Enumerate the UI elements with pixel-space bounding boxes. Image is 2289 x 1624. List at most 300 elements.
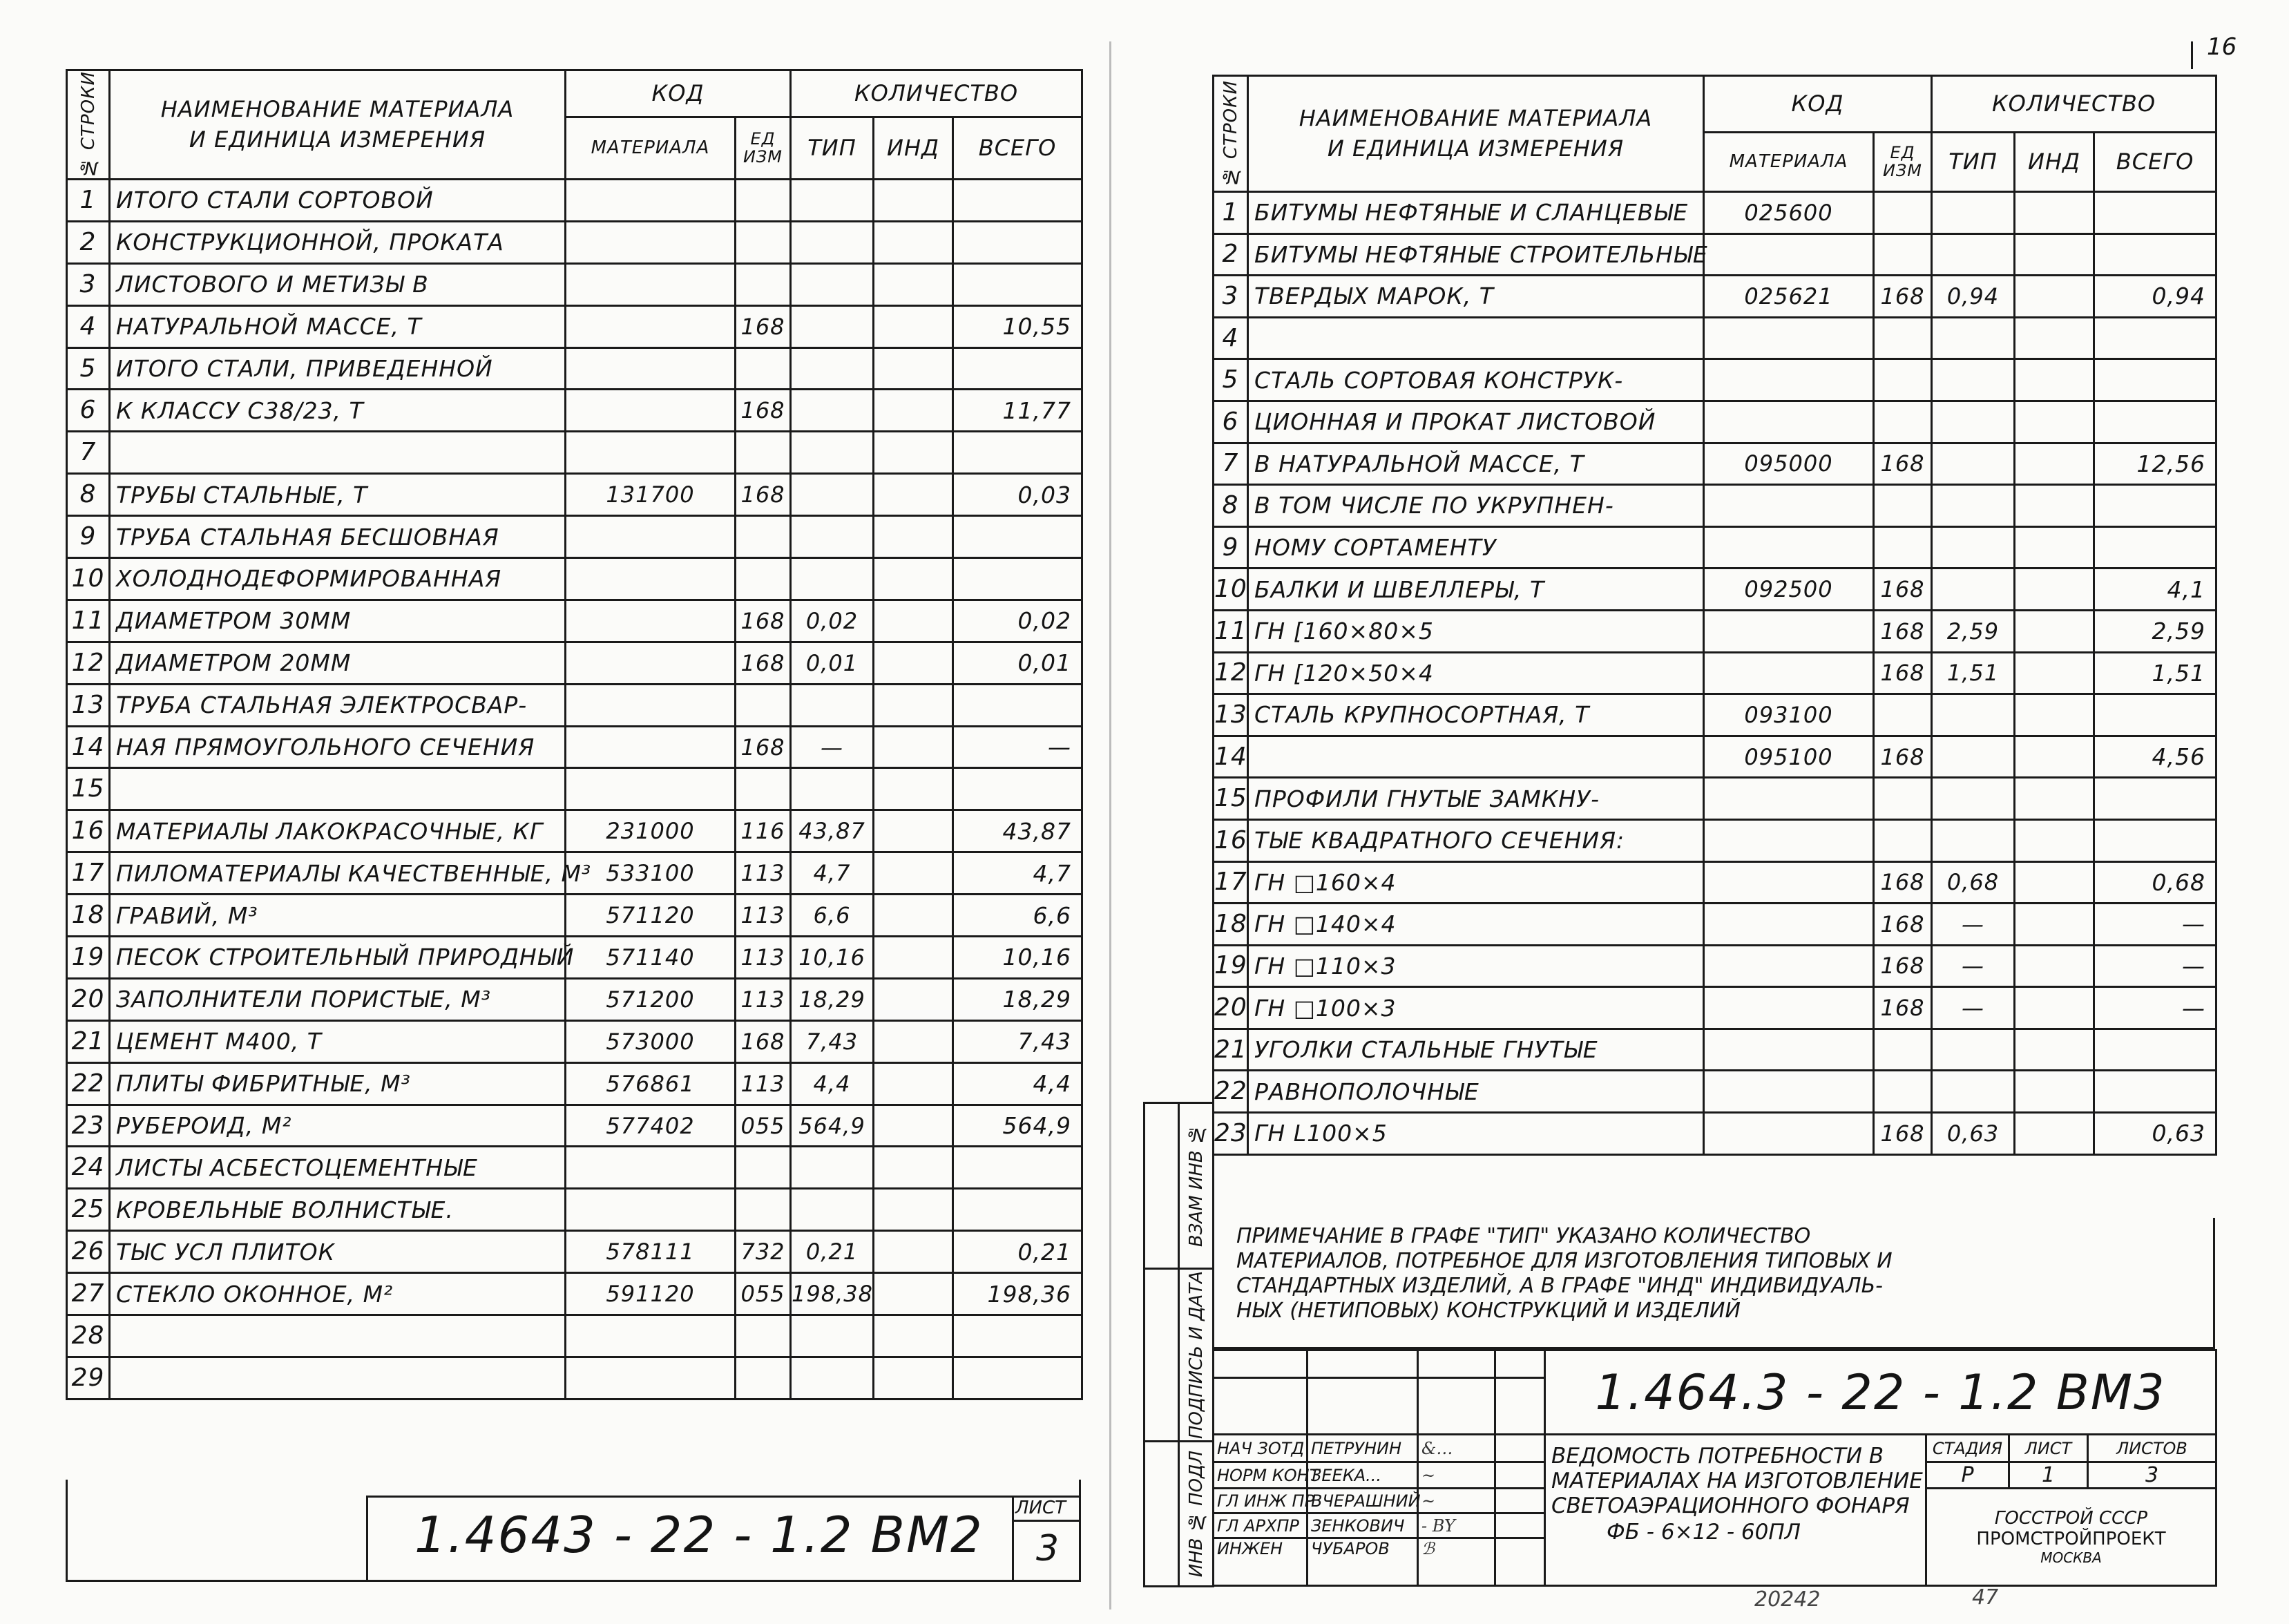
table-row (67, 347, 1082, 390)
ind-quantity (874, 1105, 953, 1147)
unit-code (736, 768, 791, 810)
material-name (110, 432, 566, 474)
page-corner-tick (2191, 41, 2193, 69)
table-row (67, 895, 1082, 937)
ind-quantity (874, 1189, 953, 1231)
unit-code (1874, 485, 1932, 527)
ind-quantity (874, 305, 953, 347)
tip-quantity (1932, 317, 2015, 359)
material-code: 571200 (566, 978, 736, 1020)
tip-quantity: — (791, 726, 874, 768)
ind-quantity (874, 1273, 953, 1315)
unit-code: 168 (1874, 443, 1932, 485)
material-name: ГН □160×4 (1248, 861, 1704, 904)
material-code (1704, 485, 1874, 527)
material-code (1704, 233, 1874, 276)
unit-code (736, 1357, 791, 1399)
total-quantity: 1,51 (2094, 652, 2216, 694)
material-name: ЛИСТЫ АСБЕСТОЦЕМЕНТНЫЕ (110, 1147, 566, 1189)
ind-quantity (2015, 317, 2094, 359)
row-number: 9 (1214, 526, 1248, 569)
material-name: ДИАМЕТРОМ 20ММ (110, 642, 566, 684)
unit-code: 732 (736, 1231, 791, 1273)
tip-header: ТИП (791, 117, 874, 180)
material-code: 093100 (1704, 694, 1874, 736)
unit-code: 168 (1874, 1113, 1932, 1155)
table-row (67, 516, 1082, 558)
tip-quantity: 18,29 (791, 978, 874, 1020)
signer-name: ВЧЕРАШНИЙ (1308, 1489, 1418, 1513)
table-row (67, 600, 1082, 642)
unit-code (736, 1147, 791, 1189)
total-quantity (953, 558, 1082, 600)
material-code: 577402 (566, 1105, 736, 1147)
table-row (1214, 610, 2216, 652)
signer-role: НАЧ ЗОТД (1214, 1435, 1308, 1462)
signature: &… (1418, 1435, 1495, 1462)
table-row (67, 768, 1082, 810)
row-number: 13 (1214, 694, 1248, 736)
unit-code (736, 1315, 791, 1357)
ind-quantity (874, 1062, 953, 1105)
row-number: 15 (1214, 778, 1248, 820)
table-row (1214, 443, 2216, 485)
tip-quantity (791, 1357, 874, 1399)
unit-code (736, 684, 791, 726)
tip-quantity (791, 263, 874, 305)
total-quantity: — (2094, 904, 2216, 946)
tip-quantity (791, 516, 874, 558)
tip-quantity (1932, 1071, 2015, 1113)
table-row (1214, 945, 2216, 987)
material-name: ГН □100×3 (1248, 987, 1704, 1029)
row-number: 14 (67, 726, 110, 768)
row-number: 27 (67, 1273, 110, 1315)
ind-quantity (2015, 904, 2094, 946)
code-header: КОД (1704, 76, 1932, 133)
row-number: 22 (67, 1062, 110, 1105)
material-code (566, 1189, 736, 1231)
unit-code (736, 432, 791, 474)
tip-quantity (1932, 569, 2015, 611)
row-number-header: № СТРОКИ (1214, 76, 1248, 192)
ind-quantity (2015, 276, 2094, 318)
ind-quantity (874, 852, 953, 895)
table-row (67, 1273, 1082, 1315)
stamp-title: ВЕДОМОСТЬ ПОТРЕБНОСТИ В МАТЕРИАЛАХ НА ИЗГОТОВЛЕНИЕ СВЕТОАЭРАЦИОННОГО ФОНАРЯ ФБ - 6×12 - 60ПЛ (1545, 1435, 1926, 1586)
material-code (566, 1357, 736, 1399)
signature: ℬ (1418, 1538, 1495, 1586)
sheet-value: 1 (2009, 1462, 2088, 1489)
row-number: 21 (1214, 1029, 1248, 1071)
unit-code (1874, 526, 1932, 569)
material-name: НОМУ СОРТАМЕНТУ (1248, 526, 1704, 569)
material-name: КРОВЕЛЬНЫЕ ВОЛНИСТЫЕ. (110, 1189, 566, 1231)
total-quantity: 0,68 (2094, 861, 2216, 904)
table-row (67, 1020, 1082, 1062)
ind-quantity (2015, 569, 2094, 611)
material-code: 591120 (566, 1273, 736, 1315)
table-row (67, 1315, 1082, 1357)
total-quantity: 4,7 (953, 852, 1082, 895)
tip-quantity: — (1932, 904, 2015, 946)
total-quantity (2094, 192, 2216, 234)
stamp-document-code: 1.464.3 - 22 - 1.2 ВМ3 (1545, 1350, 2216, 1435)
material-code (566, 768, 736, 810)
table-row (1214, 359, 2216, 401)
ind-quantity (2015, 778, 2094, 820)
material-code (1704, 945, 1874, 987)
table-row (1214, 819, 2216, 861)
tip-quantity (791, 305, 874, 347)
total-quantity: 0,02 (953, 600, 1082, 642)
tip-quantity (791, 347, 874, 390)
material-code (566, 263, 736, 305)
tip-quantity: 0,01 (791, 642, 874, 684)
table-row (1214, 401, 2216, 443)
total-quantity: 4,4 (953, 1062, 1082, 1105)
unit-code (1874, 819, 1932, 861)
material-code (566, 684, 736, 726)
total-quantity (953, 180, 1082, 222)
material-name: БИТУМЫ НЕФТЯНЫЕ СТРОИТЕЛЬНЫЕ (1248, 233, 1704, 276)
total-quantity: 10,16 (953, 937, 1082, 979)
material-code (1704, 987, 1874, 1029)
ind-header: ИНД (874, 117, 953, 180)
row-number: 8 (1214, 485, 1248, 527)
left-sheet-number: 3 (1036, 1528, 1060, 1569)
table-row (67, 852, 1082, 895)
tip-quantity: 10,16 (791, 937, 874, 979)
ind-quantity (874, 684, 953, 726)
ind-quantity (874, 180, 953, 222)
ind-quantity (2015, 694, 2094, 736)
quantity-header: КОЛИЧЕСТВО (791, 70, 1082, 117)
material-name: СТЕКЛО ОКОННОЕ, М² (110, 1273, 566, 1315)
row-number: 19 (67, 937, 110, 979)
material-code: 131700 (566, 474, 736, 516)
tip-quantity: 564,9 (791, 1105, 874, 1147)
unit-code: 168 (1874, 861, 1932, 904)
unit-header: ЕД ИЗМ (1874, 133, 1932, 192)
total-quantity (953, 1315, 1082, 1357)
total-quantity (953, 1357, 1082, 1399)
unit-code (736, 558, 791, 600)
row-number-header: № СТРОКИ (67, 70, 110, 180)
table-row (1214, 987, 2216, 1029)
signer-role: ИНЖЕН (1214, 1538, 1308, 1586)
row-number: 13 (67, 684, 110, 726)
total-quantity: 4,56 (2094, 736, 2216, 778)
sheet-label: ЛИСТ (2009, 1435, 2088, 1462)
material-code (1704, 904, 1874, 946)
material-name (110, 768, 566, 810)
unit-code (1874, 1071, 1932, 1113)
table-row (1214, 736, 2216, 778)
left-sheet-label: ЛИСТ (1015, 1498, 1066, 1518)
row-number: 6 (67, 390, 110, 432)
material-code: 231000 (566, 810, 736, 852)
left-document-code: 1.4643 - 22 - 1.2 ВМ2 (414, 1506, 984, 1564)
unit-code: 168 (1874, 987, 1932, 1029)
table-row (1214, 694, 2216, 736)
unit-code: 168 (736, 390, 791, 432)
material-code: 576861 (566, 1062, 736, 1105)
material-code (1704, 778, 1874, 820)
row-number: 19 (1214, 945, 1248, 987)
total-quantity: — (953, 726, 1082, 768)
tip-quantity: 0,63 (1932, 1113, 2015, 1155)
material-code (566, 305, 736, 347)
quantity-header: КОЛИЧЕСТВО (1932, 76, 2216, 133)
material-name: ИТОГО СТАЛИ, ПРИВЕДЕННОЙ (110, 347, 566, 390)
total-quantity: 198,36 (953, 1273, 1082, 1315)
row-number: 20 (67, 978, 110, 1020)
unit-code: 168 (1874, 276, 1932, 318)
unit-code (1874, 1029, 1932, 1071)
material-name: ГН L100×5 (1248, 1113, 1704, 1155)
material-name: ГРАВИЙ, М³ (110, 895, 566, 937)
material-name (110, 1315, 566, 1357)
material-code (566, 726, 736, 768)
material-name: В НАТУРАЛЬНОЙ МАССЕ, Т (1248, 443, 1704, 485)
table-row (1214, 526, 2216, 569)
tip-quantity (1932, 485, 2015, 527)
ind-quantity (2015, 610, 2094, 652)
material-name: ПЕСОК СТРОИТЕЛЬНЫЙ ПРИРОДНЫЙ (110, 937, 566, 979)
material-name: ГН □110×3 (1248, 945, 1704, 987)
unit-code: 113 (736, 937, 791, 979)
total-quantity (953, 1147, 1082, 1189)
unit-code (1874, 192, 1932, 234)
ind-quantity (874, 516, 953, 558)
material-name: ЛИСТОВОГО И МЕТИЗЫ В (110, 263, 566, 305)
table-row (1214, 192, 2216, 234)
table-row (1214, 904, 2216, 946)
total-quantity: 0,94 (2094, 276, 2216, 318)
table-row (67, 810, 1082, 852)
table-row (1214, 233, 2216, 276)
tip-quantity (791, 1315, 874, 1357)
total-quantity (2094, 526, 2216, 569)
unit-code (736, 221, 791, 263)
tip-quantity: 4,4 (791, 1062, 874, 1105)
center-fold (1109, 41, 1111, 1609)
unit-code: 113 (736, 895, 791, 937)
material-name: РАВНОПОЛОЧНЫЕ (1248, 1071, 1704, 1113)
row-number: 2 (1214, 233, 1248, 276)
tip-quantity (791, 1147, 874, 1189)
ind-quantity (874, 726, 953, 768)
tip-quantity (1932, 694, 2015, 736)
ind-quantity (874, 1020, 953, 1062)
row-number: 1 (67, 180, 110, 222)
material-code (566, 1147, 736, 1189)
unit-code: 055 (736, 1105, 791, 1147)
row-number: 14 (1214, 736, 1248, 778)
side-label-replace: ВЗАМ ИНВ № (1179, 1103, 1214, 1269)
total-quantity (2094, 819, 2216, 861)
material-name (110, 1357, 566, 1399)
material-name-header: НАИМЕНОВАНИЕ МАТЕРИАЛА И ЕДИНИЦА ИЗМЕРЕНИЯ (110, 70, 566, 180)
total-quantity (2094, 778, 2216, 820)
ind-quantity (874, 1231, 953, 1273)
tip-quantity: 0,94 (1932, 276, 2015, 318)
ind-quantity (2015, 1029, 2094, 1071)
tip-quantity (1932, 736, 2015, 778)
ind-quantity (2015, 443, 2094, 485)
table-row (67, 558, 1082, 600)
title-stamp (1212, 1349, 2217, 1587)
material-code (566, 432, 736, 474)
ind-quantity (874, 810, 953, 852)
material-name: ИТОГО СТАЛИ СОРТОВОЙ (110, 180, 566, 222)
organization-block: ГОССТРОЙ СССР ПРОМСТРОЙПРОЕКТ МОСКВА (1926, 1489, 2216, 1586)
row-number: 11 (67, 600, 110, 642)
unit-code: 168 (1874, 569, 1932, 611)
total-quantity (953, 263, 1082, 305)
tip-quantity (791, 1189, 874, 1231)
bottom-number-right: 47 (1972, 1585, 1999, 1609)
signer-name: ЗЕЕКА... (1308, 1462, 1418, 1489)
unit-code (1874, 317, 1932, 359)
tip-quantity (791, 221, 874, 263)
material-name: ПРОФИЛИ ГНУТЫЕ ЗАМКНУ- (1248, 778, 1704, 820)
unit-code: 113 (736, 1062, 791, 1105)
material-code (1704, 819, 1874, 861)
tip-quantity: — (1932, 987, 2015, 1029)
signer-name: ЧУБАРОВ (1308, 1538, 1418, 1586)
unit-code (1874, 359, 1932, 401)
ind-quantity (874, 895, 953, 937)
material-code: 025621 (1704, 276, 1874, 318)
material-name (1248, 317, 1704, 359)
material-name: ГН [120×50×4 (1248, 652, 1704, 694)
total-quantity: 564,9 (953, 1105, 1082, 1147)
unit-code (1874, 778, 1932, 820)
signer-role: ГЛ АРХПР (1214, 1513, 1308, 1538)
row-number: 29 (67, 1357, 110, 1399)
material-code (1704, 652, 1874, 694)
row-number: 8 (67, 474, 110, 516)
total-quantity: 0,01 (953, 642, 1082, 684)
total-quantity: — (2094, 987, 2216, 1029)
material-code-header: МАТЕРИАЛА (566, 117, 736, 180)
material-name: ЦЕМЕНТ М400, Т (110, 1020, 566, 1062)
tip-quantity (791, 180, 874, 222)
ind-quantity (874, 1147, 953, 1189)
material-name: ГН [160×80×5 (1248, 610, 1704, 652)
left-sheet-box-divider (1012, 1520, 1081, 1522)
total-quantity (953, 221, 1082, 263)
tip-quantity: 7,43 (791, 1020, 874, 1062)
row-number: 7 (67, 432, 110, 474)
tip-quantity: 0,21 (791, 1231, 874, 1273)
total-quantity: 0,21 (953, 1231, 1082, 1273)
table-row (1214, 1029, 2216, 1071)
table-row (67, 221, 1082, 263)
unit-code: 168 (1874, 904, 1932, 946)
unit-header: ЕД ИЗМ (736, 117, 791, 180)
total-quantity: — (2094, 945, 2216, 987)
total-quantity (953, 684, 1082, 726)
unit-code: 168 (1874, 652, 1932, 694)
material-code: 571120 (566, 895, 736, 937)
row-number: 25 (67, 1189, 110, 1231)
tip-quantity: 1,51 (1932, 652, 2015, 694)
table-row (67, 390, 1082, 432)
note-line: СТАНДАРТНЫХ ИЗДЕЛИЙ, А В ГРАФЕ "ИНД" ИНДИВИДУАЛЬ- (1236, 1274, 1884, 1298)
row-number: 26 (67, 1231, 110, 1273)
total-quantity: 0,03 (953, 474, 1082, 516)
material-name: К КЛАССУ С38/23, Т (110, 390, 566, 432)
tip-quantity (791, 768, 874, 810)
ind-quantity (2015, 359, 2094, 401)
material-name: ГН □140×4 (1248, 904, 1704, 946)
material-code (566, 600, 736, 642)
total-quantity: 12,56 (2094, 443, 2216, 485)
table-row (67, 1062, 1082, 1105)
material-name: ТРУБА СТАЛЬНАЯ БЕСШОВНАЯ (110, 516, 566, 558)
ind-quantity (2015, 1113, 2094, 1155)
code-header: КОД (566, 70, 791, 117)
row-number: 2 (67, 221, 110, 263)
tip-quantity (1932, 1029, 2015, 1071)
table-row (67, 474, 1082, 516)
material-name: ТРУБА СТАЛЬНАЯ ЭЛЕКТРОСВАР- (110, 684, 566, 726)
row-number: 3 (67, 263, 110, 305)
tip-quantity (791, 684, 874, 726)
table-row (67, 726, 1082, 768)
stage-label: СТАДИЯ (1926, 1435, 2009, 1462)
material-code (566, 347, 736, 390)
material-code (566, 516, 736, 558)
material-name: ХОЛОДНОДЕФОРМИРОВАННАЯ (110, 558, 566, 600)
ind-quantity (874, 768, 953, 810)
row-number: 11 (1214, 610, 1248, 652)
ind-quantity (874, 347, 953, 390)
ind-quantity (874, 600, 953, 642)
material-name: ТЫС УСЛ ПЛИТОК (110, 1231, 566, 1273)
row-number: 20 (1214, 987, 1248, 1029)
material-name: УГОЛКИ СТАЛЬНЫЕ ГНУТЫЕ (1248, 1029, 1704, 1071)
material-code (1704, 401, 1874, 443)
total-header: ВСЕГО (2094, 133, 2216, 192)
table-row (67, 642, 1082, 684)
unit-code: 113 (736, 852, 791, 895)
row-number: 16 (67, 810, 110, 852)
ind-quantity (874, 432, 953, 474)
material-code (566, 1315, 736, 1357)
table-row (1214, 652, 2216, 694)
right-material-table (1212, 75, 2217, 1156)
tip-quantity: 0,02 (791, 600, 874, 642)
table-row (67, 1189, 1082, 1231)
row-number: 7 (1214, 443, 1248, 485)
row-number: 21 (67, 1020, 110, 1062)
row-number: 10 (67, 558, 110, 600)
material-name: ТВЕРДЫХ МАРОК, Т (1248, 276, 1704, 318)
ind-quantity (874, 474, 953, 516)
total-quantity (953, 516, 1082, 558)
total-quantity (2094, 1071, 2216, 1113)
row-number: 23 (1214, 1113, 1248, 1155)
ind-quantity (2015, 485, 2094, 527)
row-number: 28 (67, 1315, 110, 1357)
tip-quantity (1932, 819, 2015, 861)
ind-quantity (874, 642, 953, 684)
material-name: СТАЛЬ КРУПНОСОРТНАЯ, Т (1248, 694, 1704, 736)
